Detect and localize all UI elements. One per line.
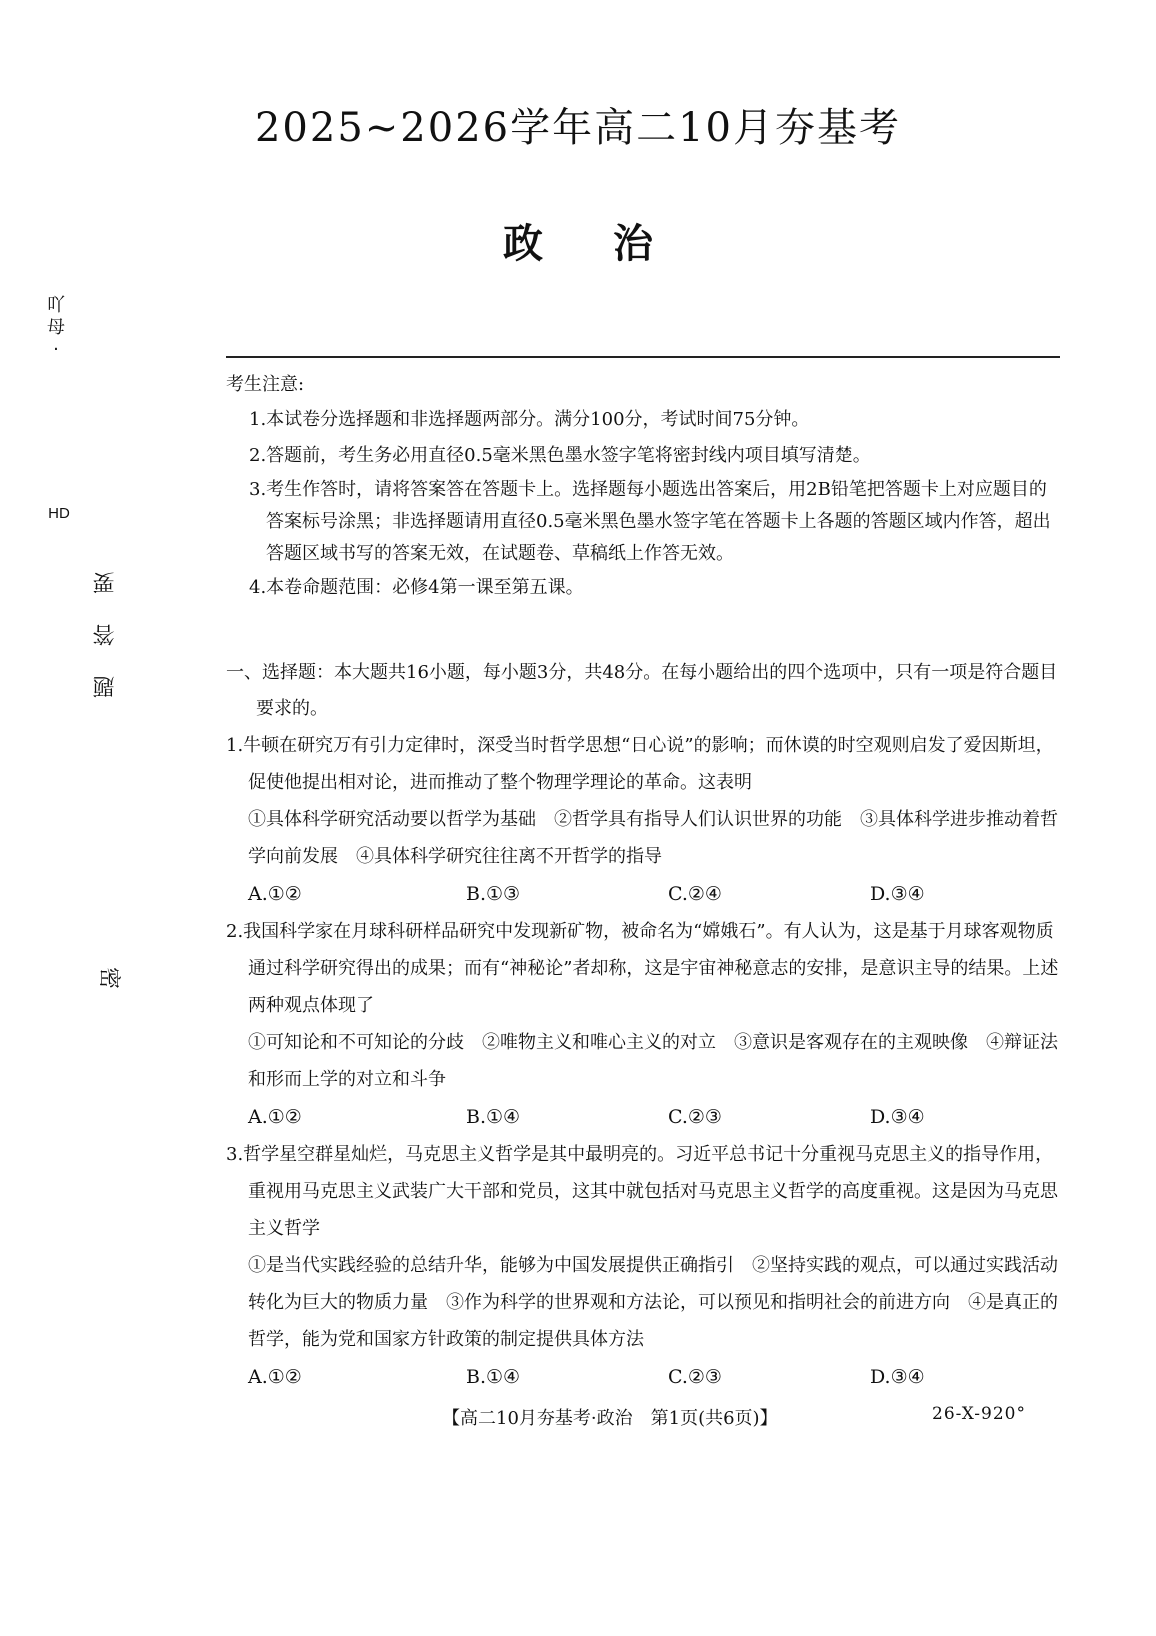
margin-mark-top-2: 母 — [47, 317, 65, 338]
paper-code: 26-X-920° — [932, 1404, 1026, 1424]
question-stem: 3.哲学星空群星灿烂，马克思主义哲学是其中最明亮的。习近平总书记十分重视马克思主义的指导作用，重视用马克思主义武装广大干部和党员，这其中就包括对马克思主义哲学的高度重视。这是因为马克思主义哲学 — [226, 1144, 1058, 1239]
answer-choices — [248, 1358, 1060, 1396]
choice-d[interactable]: D.③④ — [870, 883, 925, 905]
answer-choices — [248, 875, 1060, 913]
question-stem: 1.牛顿在研究万有引力定律时，深受当时哲学思想“日心说”的影响；而休谟的时空观则启发了爱因斯坦，促使他提出相对论，进而推动了整个物理学理论的革命。这表明 — [226, 735, 1054, 793]
margin-vertical-text: 题答要 — [93, 542, 118, 698]
question-2 — [226, 913, 1060, 1136]
notice-item: 4.本卷命题范围：必修4第一课至第五课。 — [249, 577, 584, 598]
header-rule — [226, 356, 1060, 358]
choice-d[interactable]: D.③④ — [870, 1366, 925, 1388]
choice-section — [226, 655, 1060, 1396]
choice-a[interactable]: A.①② — [248, 1366, 302, 1388]
choice-b[interactable]: B.①④ — [466, 1366, 521, 1388]
margin-seal-char: 密 — [96, 966, 121, 989]
answer-choices — [248, 1098, 1060, 1136]
choice-a[interactable]: A.①② — [248, 883, 302, 905]
choice-b[interactable]: B.①④ — [466, 1106, 521, 1128]
exam-notice — [226, 368, 1060, 606]
question-stem: 2.我国科学家在月球科研样品研究中发现新矿物，被命名为“嫦娥石”。有人认为，这是基于月球客观物质通过科学研究得出的成果；而有“神秘论”者却称，这是宇宙神秘意志的安排，是意识主导的结果。上述两种观点体现了 — [226, 921, 1059, 1016]
notice-item: 2.答题前，考生务必用直径0.5毫米黑色墨水签字笔将密封线内项目填写清楚。 — [249, 445, 871, 466]
question-statements: ①可知论和不可知论的分歧 ②唯物主义和唯心主义的对立 ③意识是客观存在的主观映像 ④辩证法和形而上学的对立和斗争 — [248, 1032, 1058, 1090]
notice-heading: 考生注意: — [226, 374, 305, 395]
page-footer: 【高二10月夯基考·政治 第1页(共6页)】 — [442, 1408, 778, 1429]
question-3 — [226, 1136, 1060, 1396]
question-1 — [226, 727, 1060, 913]
notice-item: 1.本试卷分选择题和非选择题两部分。满分100分，考试时间75分钟。 — [249, 409, 810, 430]
choice-a[interactable]: A.①② — [248, 1106, 302, 1128]
section-heading: 一、选择题：本大题共16小题，每小题3分，共48分。在每小题给出的四个选项中，只有一项是符合题目要求的。 — [226, 662, 1058, 719]
exam-title: 2025~2026学年高二10月夯基考 — [254, 105, 901, 151]
margin-hd-mark: HD — [48, 505, 70, 522]
subject-title: 政治 — [503, 220, 723, 267]
choice-d[interactable]: D.③④ — [870, 1106, 925, 1128]
question-statements: ①具体科学研究活动要以哲学为基础 ②哲学具有指导人们认识世界的功能 ③具体科学进步推动着哲学向前发展 ④具体科学研究往往离不开哲学的指导 — [248, 809, 1058, 867]
margin-mark-top-1: 吖 — [47, 295, 65, 316]
choice-c[interactable]: C.②③ — [668, 1366, 722, 1388]
notice-item: 3.考生作答时，请将答案答在答题卡上。选择题每小题选出答案后，用2B铅笔把答题卡上对应题目的答案标号涂黑；非选择题请用直径0.5毫米黑色墨水签字笔在答题卡上各题的答题区域内作答，超出答题区域书写的答案无效，在试题卷、草稿纸上作答无效。 — [249, 479, 1051, 564]
choice-c[interactable]: C.②③ — [668, 1106, 722, 1128]
choice-c[interactable]: C.②④ — [668, 883, 722, 905]
margin-dot: · — [53, 339, 59, 360]
question-statements: ①是当代实践经验的总结升华，能够为中国发展提供正确指引 ②坚持实践的观点，可以通过实践活动转化为巨大的物质力量 ③作为科学的世界观和方法论，可以预见和指明社会的前进方向 ④是真正的哲学，能为党和国家方针政策的制定提供具体方法 — [248, 1255, 1058, 1350]
choice-b[interactable]: B.①③ — [466, 883, 521, 905]
